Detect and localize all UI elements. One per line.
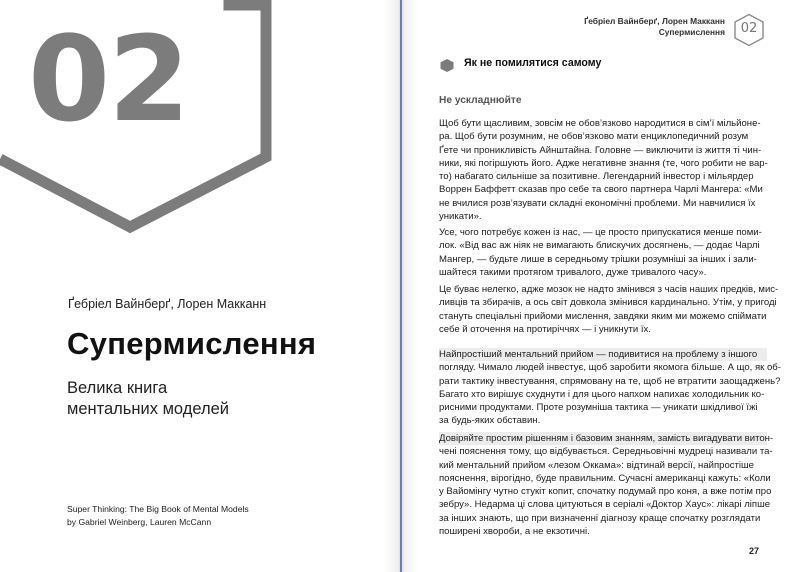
subheading: Не ускладнюйте: [439, 95, 522, 106]
text-line: себе й оточення на протиріччях — і уникнути їх.: [439, 323, 651, 335]
text-line: зебру». Недарма ці слова цитуються в серіалі «Доктор Хаус»: лікарі ліпше: [439, 499, 771, 511]
text-line: ра. Щоб бути розумним, не обов’язково мати енциклопедичний розум: [439, 131, 749, 143]
text-line: погляду. Чимало людей інвестує, щоб заробити якомога більше. А що, як об-: [439, 362, 781, 374]
original-title-line: Super Thinking: The Big Book of Mental Models: [67, 504, 249, 514]
text-line: стануть спеціальні прийоми мислення, завдяки яким ми можемо спіймати: [439, 310, 767, 322]
text-line: поширені хвороби, а не екзотичні.: [439, 526, 590, 538]
text-line: за будь-яких обставин.: [439, 415, 541, 427]
original-title-line: by Gabriel Weinberg, Lauren McCann: [67, 516, 212, 527]
text-line: рисними продуктами. Проте розумніша тактика — уникати шкідливої їжі: [439, 402, 758, 414]
text-line: Це буває нелегко, адже мозок не надто змінився з часів наших предків, мис-: [439, 284, 779, 295]
text-line: то) набагато сильніше за позитивне. Легендарний інвестор і мільярдер: [439, 171, 754, 183]
hexagon-bullet-icon: [440, 59, 454, 72]
text-line: у Вайомінгу чутно стукіт копит, спочатку подумай про коня, а вже потім про: [439, 486, 772, 498]
text-line: Воррен Баффетт сказав про себе та свого партнера Чарлі Мангера: «Ми: [439, 184, 763, 196]
header-title: Супермислення: [658, 27, 725, 37]
text-line: Найпростіший ментальний прийом — подивитися на проблему з іншого: [439, 348, 767, 361]
text-line: пояснення, вірогідно, буде правильним. Сучасні американці кажуть: «Коли: [439, 472, 771, 484]
text-line: за інших знають, що при визначенні діагнозу краще спочатку розглядати: [439, 512, 761, 524]
text-line: Багато хто вирішує схуднути і для цього напхом напихає холодильник ко-: [439, 388, 765, 400]
chapter-number: 02: [28, 10, 189, 148]
text-line: не вчилися розв’язувати складні економічні проблеми. Ми навчилися їх: [439, 197, 756, 209]
text-line: кий ментальний прийом «лезом Оккама»: відтинай версії, найпростіше: [439, 459, 754, 471]
book-authors: Ґебріел Вайнберґ, Лорен Макканн: [68, 297, 267, 311]
paragraph: [439, 117, 767, 223]
text-line: ливців та збирачів, а ось світ довкола змінився кардинально. Утім, у пригоді: [439, 297, 777, 309]
paragraph: [439, 432, 774, 538]
paragraph: [439, 283, 779, 336]
text-line: ники, які погіршують його. Адже негативне знання (те, чого робити не вар-: [439, 157, 768, 169]
badge-number: 02: [740, 21, 758, 36]
left-page: [0, 0, 398, 572]
header-authors: Ґебріел Вайнберґ, Лорен Макканн: [584, 16, 725, 26]
subtitle-line: ментальних моделей: [67, 400, 230, 418]
book-title: Супермислення: [67, 326, 317, 361]
running-header: [584, 16, 725, 38]
text-line: рати тактику інвестування, спрямовану на те, щоб не втратити заощаджень?: [439, 375, 781, 387]
section-title: Як не помилятися самому: [464, 57, 602, 69]
book-subtitle: [67, 378, 229, 420]
text-line: Щоб бути щасливим, зовсім не обов’язково народитися в сім’ї мільйоне-: [439, 118, 761, 129]
text-line: Мангер, — будьте лише в середньому трішки розумніші за інших і зали-: [439, 253, 757, 265]
text-line: шайтеся такими протягом тривалого, дуже тривалого часу».: [439, 266, 707, 278]
text-line: лок. «Від вас аж ніяк не вимагають блискучих досягнень, — додає Чарлі: [439, 240, 760, 252]
text-line: Ґете чи проникливість Айнштайна. Головне — виключити із життя ті чин-: [439, 144, 762, 156]
text-line: чені пояснення тому, що відбувається. Середньовічні мудреці називали та-: [439, 446, 773, 458]
original-title: [67, 503, 249, 528]
chapter-badge: [733, 13, 765, 47]
text-line: Довіряйте простим рішенням і базовим знанням, замість вигадувати витон-: [439, 433, 774, 444]
page-number: 27: [749, 546, 760, 556]
gutter-line: [400, 0, 402, 572]
text-line: уникати».: [439, 211, 482, 223]
paragraph: [439, 348, 781, 428]
subtitle-line: Велика книга: [67, 379, 168, 397]
text-line: Усе, чого потребує кожен із нас, — це просто припускатися менше поми-: [439, 227, 762, 238]
paragraph: [439, 226, 767, 279]
